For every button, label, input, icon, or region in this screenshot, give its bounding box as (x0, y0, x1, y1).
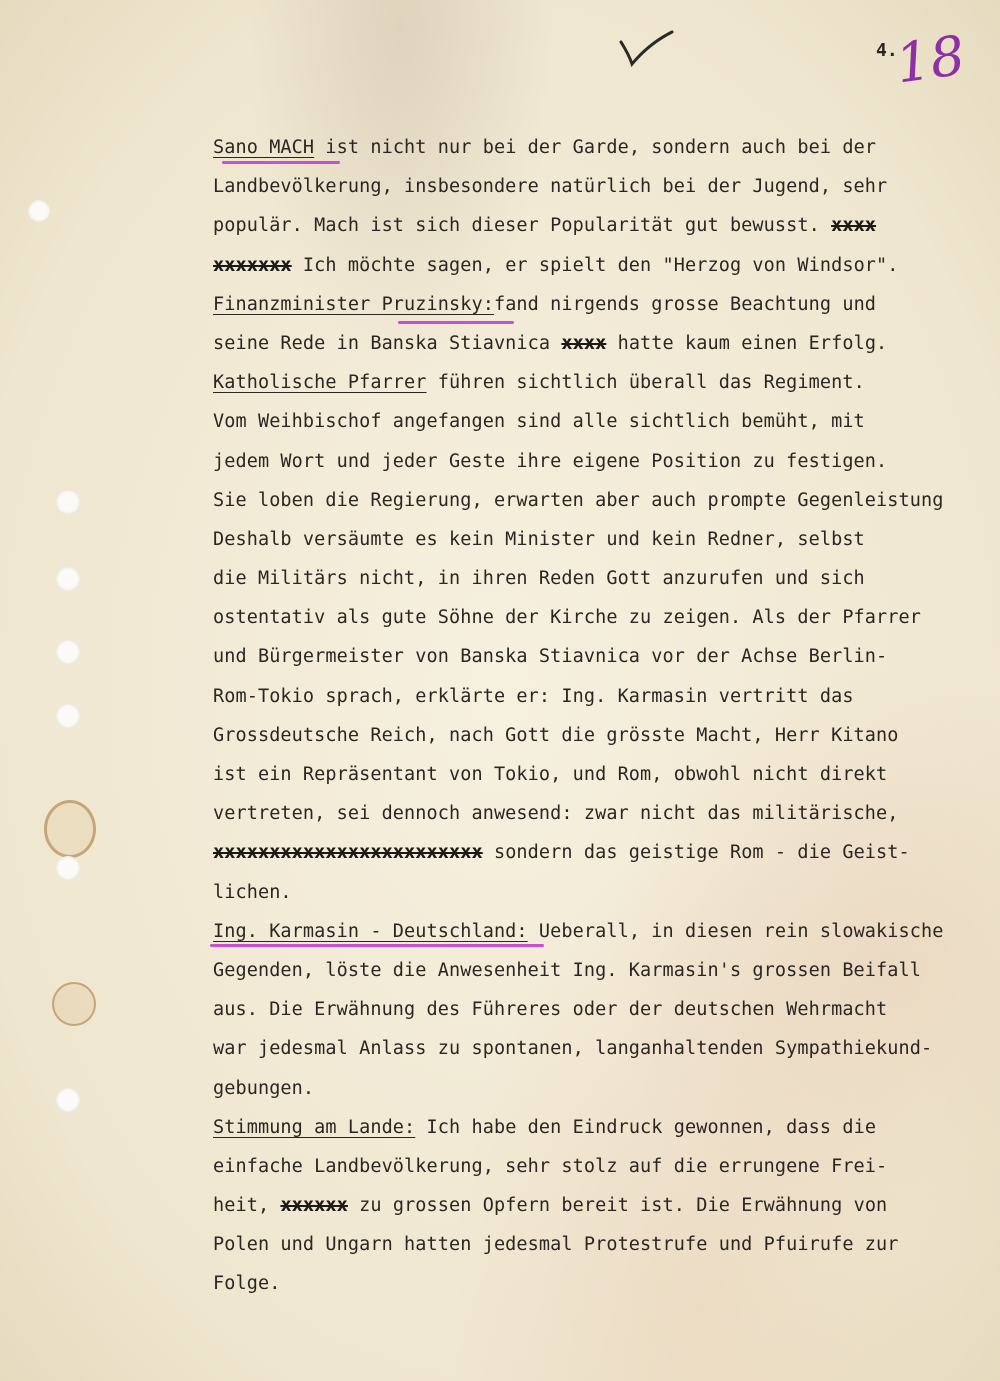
text-line (213, 442, 993, 481)
text-line (213, 794, 993, 833)
text-run: Folge. (213, 1273, 281, 1295)
text-run: ist nicht nur bei der Garde, sondern auch bei der (314, 137, 877, 158)
page-number: 4. (876, 40, 898, 61)
text-run: gebungen. (213, 1077, 315, 1099)
text-run: die Militärs nicht, in ihren Reden Gott anzurufen und sich (213, 568, 865, 590)
text-line (213, 1069, 993, 1108)
text-line (213, 637, 993, 676)
section-heading: Katholische Pfarrer (213, 372, 427, 394)
punch-hole (56, 567, 80, 591)
punch-hole (56, 1088, 80, 1112)
text-line (213, 167, 993, 206)
checkmark-icon (618, 28, 674, 68)
text-line (213, 1029, 993, 1068)
text-line (213, 1108, 993, 1147)
text-run: seine Rede in Banska Stiavnica (213, 332, 562, 354)
text-line (213, 1225, 993, 1264)
text-run: Ueberall, in diesen rein slowakische (527, 920, 944, 942)
struck-out-text: xxxx (831, 215, 877, 237)
text-run: Grossdeutsche Reich, nach Gott die grösste Macht, Herr Kitano (213, 724, 899, 746)
text-line (213, 481, 993, 520)
text-line (213, 990, 993, 1029)
section-heading: Stimmung am Lande: (213, 1116, 416, 1138)
text-run: führen sichtlich überall das Regiment. (426, 372, 865, 394)
text-run: Sie loben die Regierung, erwarten aber auch prompte Gegenleistung (213, 489, 944, 511)
text-line (213, 324, 993, 363)
section-heading: Sano MACH (213, 137, 315, 158)
section-heading: Ing. Karmasin - Deutschland: (213, 920, 528, 942)
text-run: populär. Mach ist sich dieser Popularität gut bewusst. (213, 215, 832, 237)
text-run: und Bürgermeister von Banska Stiavnica vor der Achse Berlin- (213, 646, 888, 668)
text-run: zu grossen Opfern bereit ist. Die Erwähnung von (347, 1195, 888, 1217)
handwritten-page-number: 18 (891, 23, 969, 96)
text-line (213, 677, 993, 716)
text-run: Rom-Tokio sprach, erklärte er: Ing. Karmasin vertritt das (213, 685, 854, 707)
text-line (213, 128, 993, 167)
text-line (213, 755, 993, 794)
struck-out-text: xxxxxxx (213, 254, 292, 276)
text-line (213, 363, 993, 402)
punch-hole (56, 856, 80, 880)
text-run: Deshalb versäumte es kein Minister und kein Redner, selbst (213, 528, 865, 550)
text-run: aus. Die Erwähnung des Führeres oder der deutschen Wehrmacht (213, 999, 888, 1021)
section-heading: Finanzminister Pruzinsky: (213, 293, 494, 315)
text-run: war jedesmal Anlass zu spontanen, langanhaltenden Sympathiekund- (213, 1038, 933, 1060)
text-line (213, 598, 993, 637)
text-run: Vom Weihbischof angefangen sind alle sichtlich bemüht, mit (213, 411, 865, 433)
text-line (213, 520, 993, 559)
struck-out-text: xxxxxxxxxxxxxxxxxxxxxxxx (213, 842, 483, 864)
punch-hole (28, 200, 50, 222)
rust-stain (44, 800, 96, 858)
punch-hole (56, 640, 80, 664)
text-run: Ich möchte sagen, er spielt den "Herzog von Windsor". (291, 254, 899, 276)
text-run: einfache Landbevölkerung, sehr stolz auf die errungene Frei- (213, 1155, 888, 1177)
text-line (213, 951, 993, 990)
text-line (213, 246, 993, 285)
text-run: jedem Wort und jeder Geste ihre eigene Position zu festigen. (213, 450, 888, 472)
text-run: hatte kaum einen Erfolg. (606, 332, 888, 354)
text-line (213, 1264, 993, 1303)
punch-hole (56, 704, 80, 728)
text-line (213, 912, 993, 951)
text-line (213, 402, 993, 441)
text-run: vertreten, sei dennoch anwesend: zwar nicht das militärische, (213, 803, 899, 825)
text-run: ostentativ als gute Söhne der Kirche zu zeigen. Als der Pfarrer (213, 607, 921, 629)
text-run: Polen und Ungarn hatten jedesmal Protestrufe und Pfuirufe zur (213, 1234, 899, 1256)
text-line (213, 1147, 993, 1186)
text-line (213, 559, 993, 598)
struck-out-text: xxxxxx (280, 1195, 348, 1217)
struck-out-text: xxxx (561, 332, 607, 354)
text-run: ist ein Repräsentant von Tokio, und Rom, obwohl nicht direkt (213, 764, 888, 785)
typewritten-body (213, 128, 993, 1304)
text-run: fand nirgends grosse Beachtung und (493, 293, 877, 315)
text-line (213, 873, 993, 912)
text-line (213, 206, 993, 245)
text-run: lichen. (213, 881, 292, 903)
punch-hole (56, 490, 80, 514)
text-run: sondern das geistige Rom - die Geist- (482, 842, 910, 864)
rust-stain (52, 982, 96, 1026)
text-run: heit, (213, 1195, 281, 1217)
text-line (213, 1186, 993, 1225)
text-line (213, 716, 993, 755)
text-run: Ich habe den Eindruck gewonnen, dass die (415, 1116, 877, 1138)
text-run: Gegenden, löste die Anwesenheit Ing. Karmasin's grossen Beifall (213, 959, 921, 981)
text-line (213, 833, 993, 872)
text-run: Landbevölkerung, insbesondere natürlich bei der Jugend, sehr (213, 176, 888, 198)
text-line (213, 285, 993, 324)
